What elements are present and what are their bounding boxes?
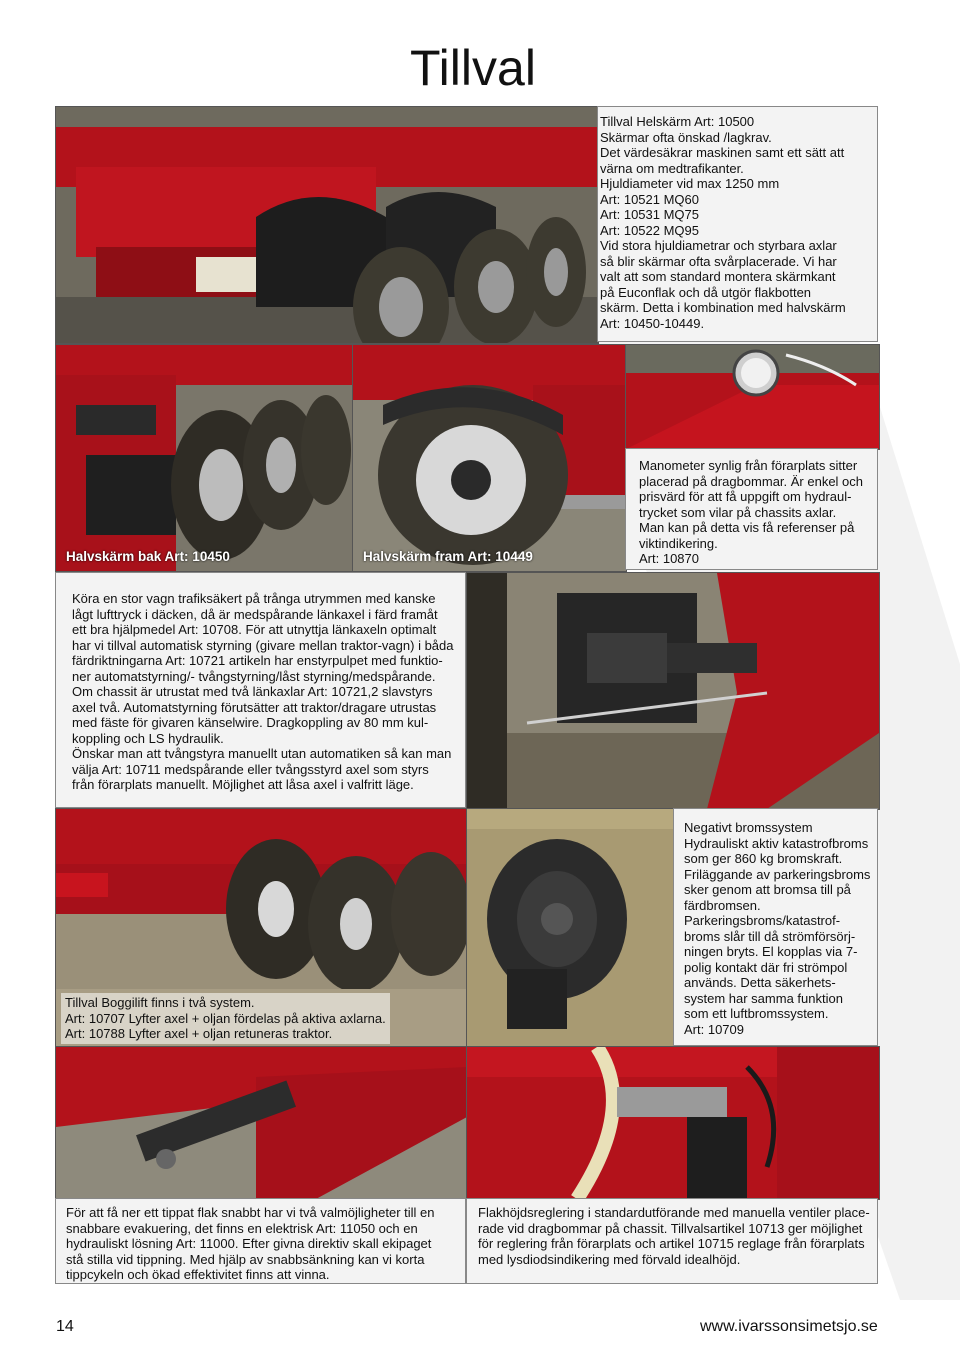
text-line: Art: 10522 MQ95: [600, 222, 699, 238]
photo-half-fender-front: [352, 344, 627, 572]
text-line: Skärmar ofta önskad /lagkrav.: [600, 129, 772, 145]
text-line: lågt lufttryck i däcken, då är medspårande länkaxel i färd framåt: [72, 606, 438, 622]
text-line: För att få ner ett tippat flak snabbt har vi två valmöjligheter till en: [66, 1205, 435, 1220]
text-line: rade vid dragbommar på chassit. Tillvalsartikel 10713 ger möjlighet: [478, 1220, 863, 1236]
text-line: Parkeringsbroms/katastrof-: [684, 913, 841, 928]
text-line: snabbare evakuering, det finns en elektrisk Art: 11050 och en: [66, 1220, 418, 1236]
text-line: Art: 10707 Lyfter axel + oljan fördelas på aktiva axlarna.: [65, 1010, 386, 1026]
text-box-tipping: [55, 1198, 466, 1284]
text-line: Art: 10788 Lyfter axel + oljan retuneras traktor.: [65, 1026, 333, 1041]
text-line: ett bra hjälpmedel Art: 10708. För att utnyttja länkaxeln optimalt: [72, 622, 437, 637]
text-line: Hydrauliskt aktiv katastrofbroms: [684, 835, 869, 851]
text-line: valt att som standard montera skärmkant: [600, 269, 836, 284]
text-line: Tillval Helskärm Art: 10500: [600, 114, 755, 129]
text-line: sker genom att bromsa till på: [684, 882, 851, 897]
text-line: på Euconflak och då utgör flakbotten: [600, 284, 812, 300]
text-line: Art: 10450-10449.: [600, 315, 705, 331]
photo-steering-coupling: [466, 572, 880, 810]
text-line: som ett luftbromssystem.: [684, 1006, 829, 1021]
text-line: ner automatstyrning/- tvångstyrning/låst styrning/medspårande.: [72, 668, 436, 684]
text-line: färdbromsen.: [684, 897, 761, 913]
text-line: med lysdiodsindikering med förvald idealhöjd.: [478, 1251, 741, 1267]
text-line: Art: 10521 MQ60: [600, 191, 699, 207]
caption-half-fender-front: Halvskärm fram Art: 10449: [363, 549, 533, 564]
website-link[interactable]: www.ivarssonsimetsjo.se: [700, 1318, 878, 1335]
photo-manometer: [625, 344, 880, 450]
text-line: Tillval Boggilift finns i två system.: [65, 995, 255, 1010]
text-line: ningen bryts. El kopplas via 7-: [684, 944, 858, 959]
text-line: Flakhöjdsreglering i standardutförande med manuella ventiler place-: [478, 1205, 870, 1220]
text-line: hydrauliskt lösning Art: 11000. Efter givna direktiv skall ekipaget: [66, 1236, 432, 1251]
text-line: Negativt bromssystem: [684, 820, 813, 835]
text-line: Hjuldiameter vid max 1250 mm: [600, 176, 780, 191]
text-line: viktindikering.: [639, 535, 718, 551]
text-line: Man kan på detta vis få referenser på: [639, 520, 855, 535]
text-line: Art: 10531 MQ75: [600, 207, 699, 222]
photo-height-valves: [466, 1046, 880, 1200]
text-line: system har samma funktion: [684, 990, 843, 1006]
text-line: så blir skärmar ofta svårplacerade. Vi har: [600, 253, 837, 269]
text-line: Friläggande av parkeringsbroms: [684, 866, 871, 882]
text-line: axel två. Automatstyrning förutsätter att traktor/dragare utrustas: [72, 699, 437, 715]
text-line: med fäste för givaren känselwire. Dragkoppling av 80 mm kul-: [72, 715, 429, 730]
text-line: Art: 10870: [639, 551, 699, 566]
text-box-manometer: [625, 448, 878, 570]
text-box-fenders: [597, 106, 878, 342]
text-line: har vi tillval automatisk styrning (givare mellan traktor-vagn) i båda: [72, 637, 454, 653]
photo-brake: [466, 808, 675, 1048]
text-box-height-control: [466, 1198, 878, 1284]
text-line: används. Detta säkerhets-: [684, 975, 836, 990]
text-line: Det värdesäkrar maskinen samt ett sätt att: [600, 145, 845, 160]
text-line: Om chassit är utrustat med två länkaxlar Art: 10721,2 slavstyrs: [72, 684, 433, 699]
text-line: placerad på dragbommar. Är enkel och: [639, 473, 864, 489]
text-line: Önskar man att tvångstyra manuellt utan automatiken så kan man: [72, 746, 452, 761]
text-line: välja Art: 10711 medspårande eller tvångsstyrd axel som styrs: [72, 761, 429, 777]
text-line: som ger 860 kg bromskraft.: [684, 851, 843, 866]
text-line: värna om medtrafikanter.: [600, 160, 744, 176]
text-line: skärm. Detta i kombination med halvskärm: [600, 300, 846, 315]
text-line: prisvärd för att få uppgift om hydraul-: [639, 489, 852, 504]
text-line: koppling och LS hydraulik.: [72, 730, 224, 746]
page-title: Tillval: [410, 40, 536, 96]
photo-tipping-cylinder: [55, 1046, 468, 1200]
text-line: för reglering från förarplats och artikel 10715 reglage från förarplats: [478, 1236, 865, 1251]
caption-half-fender-rear: Halvskärm bak Art: 10450: [66, 549, 230, 564]
caption-bogie-lift: [61, 993, 390, 1044]
text-line: Manometer synlig från förarplats sitter: [639, 458, 858, 473]
photo-half-fender-rear: [55, 344, 354, 572]
text-line: stå stilla vid tippning. Med hjälp av snabbsänkning kan vi korta: [66, 1251, 425, 1267]
photo-trailer-fenders: [55, 106, 599, 344]
text-line: tippcykeln och ökad effektivitet finns att vinna.: [66, 1267, 330, 1282]
text-line: Köra en stor vagn trafiksäkert på trånga utrymmen med kanske: [72, 591, 436, 606]
text-box-steering: [55, 572, 466, 808]
text-box-brake: [673, 808, 878, 1046]
text-line: Art: 10709: [684, 1021, 744, 1037]
text-line: Vid stora hjuldiametrar och styrbara axlar: [600, 238, 837, 253]
text-line: trycket som vilar på chassits axlar.: [639, 504, 837, 520]
text-line: färdriktningarna Art: 10721 artikeln har enstyrpulpet med funktio-: [72, 653, 443, 668]
text-line: från förarplats manuellt. Möjlighet att låsa axel i valfritt läge.: [72, 777, 414, 792]
text-line: broms slår till då strömförsörj-: [684, 928, 856, 944]
text-line: polig kontakt där fri strömpol: [684, 959, 848, 975]
page-number: 14: [56, 1318, 74, 1335]
